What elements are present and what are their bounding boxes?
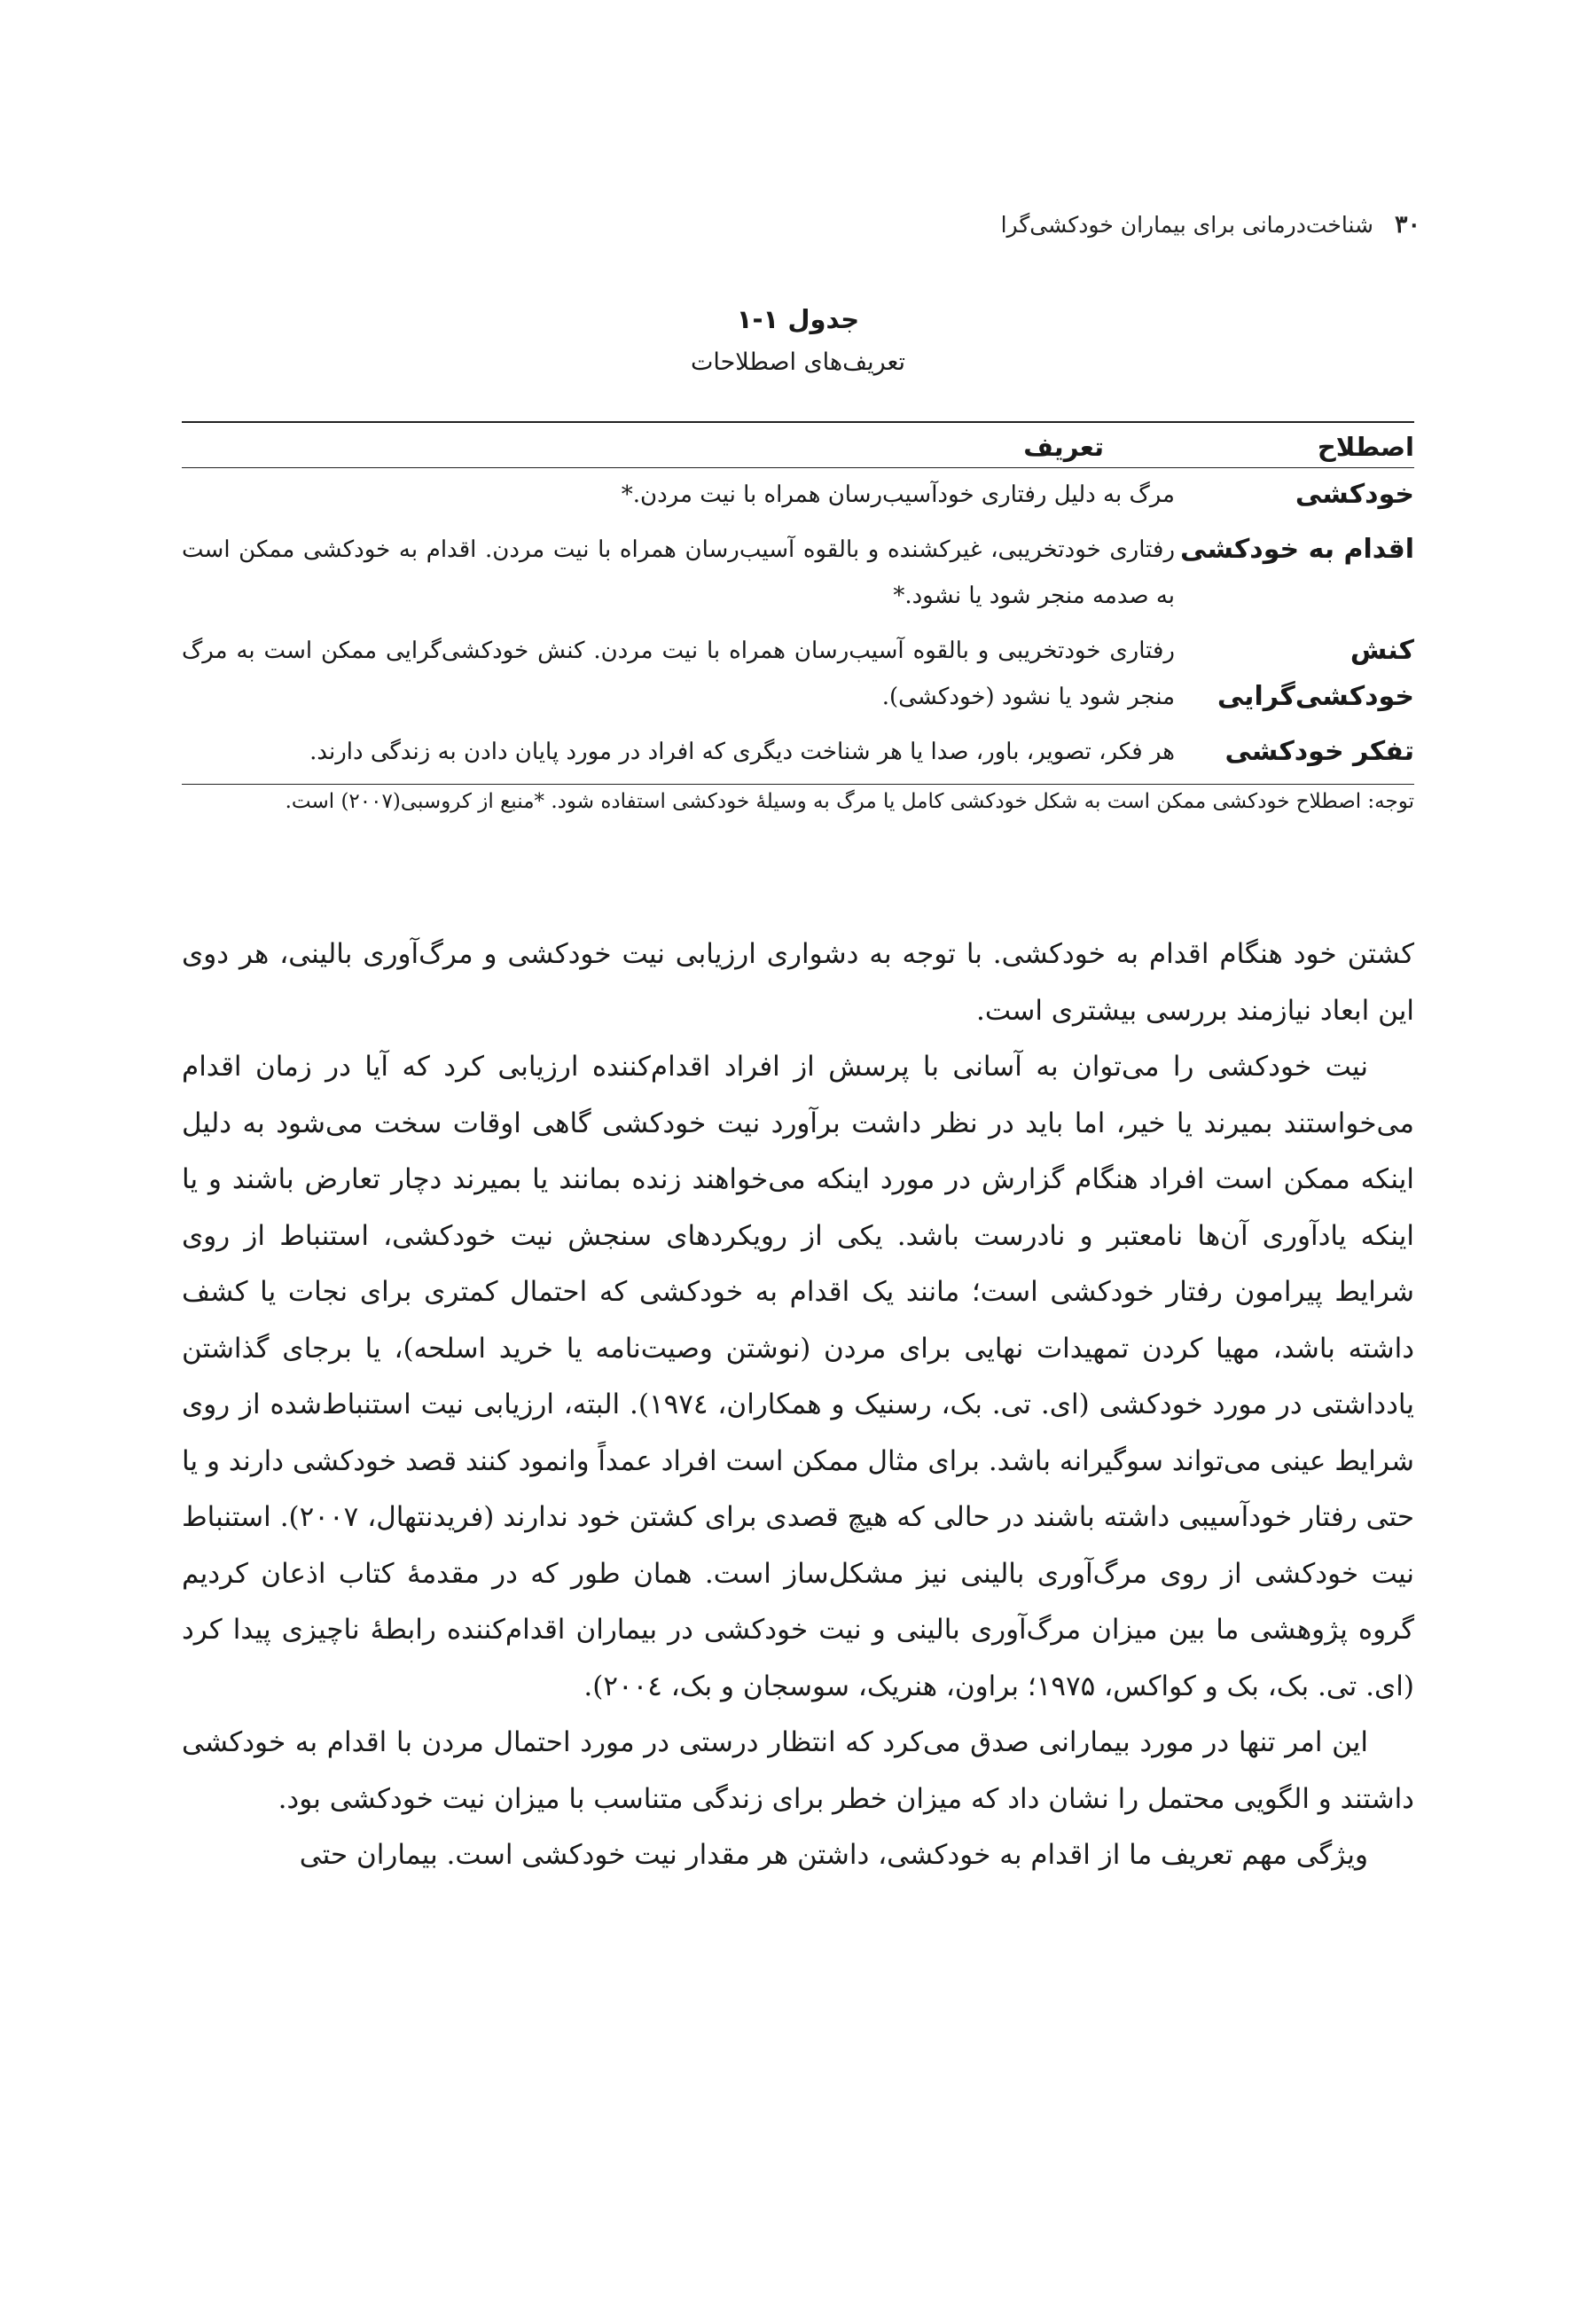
table-row [182, 523, 1414, 624]
table-title: جدول ۱-۱ [736, 304, 860, 334]
definition-cell: مرگ به دلیل رفتاری خودآسیب‌رسان همراه با نیت مردن.* [621, 481, 1175, 508]
term-cell: خودکشی [1295, 479, 1414, 510]
paragraph: این امر تنها در مورد بیمارانی صدق می‌کرد که انتظار درستی در مورد احتمال مردن با اقدام به خودکشی داشتند و الگویی محتمل را نشان داد که میزان خطر برای زندگی متناسب با میزان نیت خودکشی بود. [182, 1726, 1414, 1815]
table-row [182, 624, 1414, 725]
terms-table [182, 421, 1414, 785]
table-header-row [182, 422, 1414, 468]
column-header-definition: تعریف [182, 422, 1175, 468]
column-header-term: اصطلاح [1175, 422, 1414, 468]
term-cell: کنش خودکشی‌گرایی [1217, 635, 1414, 712]
definition-cell: هر فکر، تصویر، باور، صدا یا هر شناخت دیگری که افراد در مورد پایان دادن به زندگی دارند. [182, 725, 1175, 785]
paragraph: نیت خودکشی را می‌توان به آسانی با پرسش از افراد اقدام‌کننده ارزیابی کرد که آیا در زمان اقدام می‌خواستند بمیرند یا خیر، اما باید در نظر داشت برآورد نیت خودکشی گاهی اوقات سخت می‌شود به دلیل اینکه ممکن است افراد هنگام گزارش در مورد اینکه می‌خواهند زنده بمانند یا بمیرند دچار تعارض باشند و یا اینکه یادآوری آن‌ها نامعتبر و نادرست باشد. یکی از رویکردهای سنجش نیت خودکشی، استنباط از روی شرایط پیرامون رفتار خودکشی است؛ مانند یک اقدام به خودکشی که احتمال کمتری برای نجات یا کشف داشته باشد، مهیا کردن تمهیدات نهایی برای مردن (نوشتن وصیت‌نامه یا خرید اسلحه)، یا برجای گذاشتن یادداشتی در مورد خودکشی (ای. تی. بک، رسنیک و همکاران، ۱۹۷٤). البته، ارزیابی نیت استنباط‌شده از روی شرایط عینی می‌تواند سوگیرانه باشد. برای مثال ممکن است افراد عمداً وانمود کنند قصد خودکشی دارند و یا حتی رفتار خودآسیبی داشته باشند در حالی که هیچ قصدی برای کشتن خود ندارند (فریدنتهال، ۲۰۰۷). استنباط نیت خودکشی از روی مرگ‌آوری بالینی نیز مشکل‌ساز است. همان طور که در مقدمهٔ کتاب اذعان کردیم گروه پژوهشی ما بین میزان مرگ‌آوری بالینی و نیت خودکشی در بیماران اقدام‌کننده رابطهٔ ناچیزی پیدا کرد (ای. تی. بک، بک و کواکس، ۱۹۷۵؛ براون، هنریک، سوسجان و بک، ۲۰۰٤). [182, 1051, 1414, 1702]
table-note: توجه: اصطلاح خودکشی ممکن است به شکل خودکشی کامل یا مرگ به وسیلهٔ خودکشی استفاده شود. *منبع از کروسبی(۲۰۰۷) است. [285, 790, 1414, 813]
table-row [182, 468, 1414, 524]
paragraph: ویژگی مهم تعریف ما از اقدام به خودکشی، داشتن هر مقدار نیت خودکشی است. بیماران حتی [299, 1839, 1368, 1871]
body-text [182, 927, 1414, 1884]
term-cell: تفکر خودکشی [1175, 725, 1414, 785]
definition-cell: رفتاری خودتخریبی، غیرکشنده و بالقوه آسیب‌رسان همراه با نیت مردن. اقدام به خودکشی ممکن است به صدمه منجر شود یا نشود.* [182, 536, 1175, 609]
table-caption [0, 304, 1596, 376]
term-cell: اقدام به خودکشی [1179, 534, 1414, 565]
page-number: ۳۰ [1394, 211, 1420, 239]
table-subtitle: تعریف‌های اصطلاحات [690, 348, 906, 376]
book-title: شناخت‌درمانی برای بیماران خودکشی‌گرا [1000, 212, 1373, 238]
table-row [182, 725, 1414, 785]
running-header [184, 211, 1420, 239]
definition-cell: رفتاری خودتخریبی و بالقوه آسیب‌رسان همراه با نیت مردن. کنش خودکشی‌گرایی ممکن است به مرگ منجر شود یا نشود (خودکشی). [182, 638, 1175, 710]
paragraph: کشتن خود هنگام اقدام به خودکشی. با توجه به دشواری ارزیابی نیت خودکشی و مرگ‌آوری بالینی، هر دوی این ابعاد نیازمند بررسی بیشتری است. [182, 938, 1414, 1027]
